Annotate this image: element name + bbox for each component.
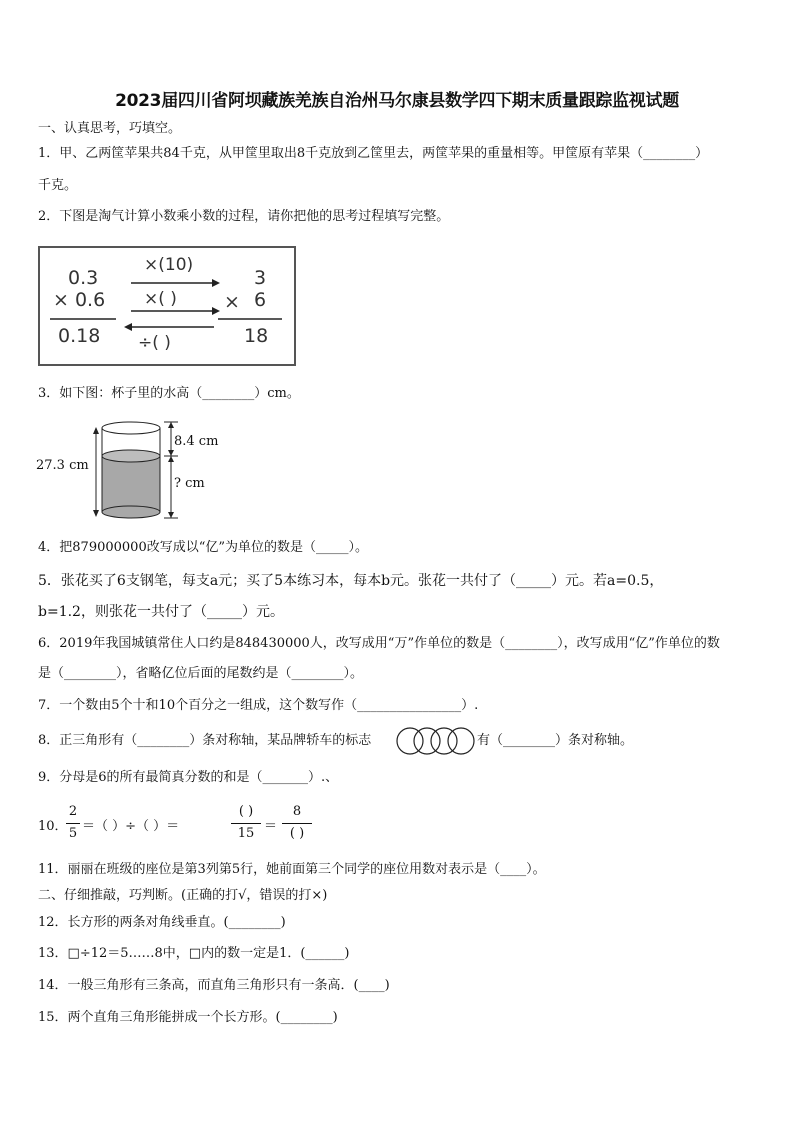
section-heading-1: 一、认真思考，巧填空。 bbox=[38, 121, 182, 136]
question-11: 11．丽丽在班级的座位是第3列第5行，她前面第三个同学的座位用数对表示是（____）。 bbox=[38, 862, 546, 877]
fraction-3-numerator: 8 bbox=[292, 804, 302, 819]
product-decimal: 0.18 bbox=[58, 325, 101, 347]
arrow-label-top: ×(10) bbox=[144, 255, 194, 275]
question-10-number: 10． bbox=[38, 819, 68, 834]
product-int: 18 bbox=[244, 325, 269, 347]
section-heading-2: 二、仔细推敲，巧判断。(正确的打√，错误的打×) bbox=[38, 888, 328, 903]
fraction-3-denominator: ( ) bbox=[289, 826, 305, 841]
fraction-1-denominator: 5 bbox=[68, 826, 78, 841]
question-4: 4．把879000000改写成以“亿”为单位的数是（_____）。 bbox=[38, 540, 369, 555]
question-6-line-1: 6．2019年我国城镇常住人口约是848430000人，改写成用“万”作单位的数是（________），改写成用“亿”作单位的数 bbox=[38, 636, 720, 651]
cup-figure bbox=[36, 418, 236, 523]
question-12: 12．长方形的两条对角线垂直。(________) bbox=[38, 915, 286, 930]
decimal-multiplication-figure bbox=[36, 243, 298, 368]
car-logo-rings-icon bbox=[396, 726, 476, 756]
fraction-2-bar bbox=[231, 823, 261, 824]
question-9: 9．分母是6的所有最简真分数的和是（_______）.、 bbox=[38, 770, 339, 785]
division-expression: ＝（ ）÷（ ）＝ bbox=[82, 819, 180, 834]
question-1-line-2: 千克。 bbox=[38, 178, 78, 193]
question-5-line-1: 5．张花买了6支钢笔，每支a元；买了5本练习本，每本b元。张花一共付了（_____）元。若a=0.5， bbox=[38, 573, 664, 589]
question-5-line-2: b=1.2，则张花一共付了（_____）元。 bbox=[38, 604, 284, 620]
factor-int-b: 6 bbox=[254, 289, 267, 311]
fraction-3-bar bbox=[282, 823, 312, 824]
page-title: 2023届四川省阿坝藏族羌族自治州马尔康县数学四下期末质量跟踪监视试题 bbox=[115, 91, 679, 111]
fraction-1-bar bbox=[66, 823, 80, 824]
question-8-line-1: 8．正三角形有（________）条对称轴，某品牌轿车的标志 bbox=[38, 733, 372, 748]
factor-b: × 0.6 bbox=[53, 289, 106, 311]
question-7: 7．一个数由5个十和10个百分之一组成，这个数写作（________________）. bbox=[38, 698, 479, 713]
question-14: 14．一般三角形有三条高，而直角三角形只有一条高．(____) bbox=[38, 978, 390, 993]
question-6-line-2: 是（________），省略亿位后面的尾数约是（________）。 bbox=[38, 666, 364, 681]
factor-int-a: 3 bbox=[254, 267, 267, 289]
fraction-2-numerator: ( ) bbox=[238, 804, 254, 819]
arrow-label-bottom: ÷( ) bbox=[138, 333, 171, 353]
question-2: 2．下图是淘气计算小数乘小数的过程，请你把他的思考过程填写完整。 bbox=[38, 209, 450, 224]
factor-a: 0.3 bbox=[68, 267, 99, 289]
question-15: 15．两个直角三角形能拼成一个长方形。(________) bbox=[38, 1010, 338, 1025]
question-3: 3．如下图：杯子里的水高（________）cm。 bbox=[38, 386, 300, 401]
arrow-label-middle: ×( ) bbox=[144, 289, 177, 309]
times-sign: × bbox=[224, 291, 240, 313]
question-8-line-2: 有（________）条对称轴。 bbox=[477, 733, 634, 748]
equals-sign: ＝ bbox=[264, 819, 278, 834]
water-height-label: ? cm bbox=[174, 476, 205, 491]
question-10 bbox=[38, 802, 338, 848]
fraction-2-denominator: 15 bbox=[237, 826, 255, 841]
empty-height-label: 8.4 cm bbox=[174, 434, 219, 449]
question-1-line-1: 1．甲、乙两筐苹果共84千克，从甲筐里取出8千克放到乙筐里去，两筐苹果的重量相等。甲筐原有苹果（________） bbox=[38, 146, 709, 161]
total-height-label: 27.3 cm bbox=[36, 458, 89, 473]
question-13: 13．□÷12＝5……8中，□内的数一定是1．(______) bbox=[38, 946, 350, 961]
fraction-1-numerator: 2 bbox=[68, 804, 78, 819]
